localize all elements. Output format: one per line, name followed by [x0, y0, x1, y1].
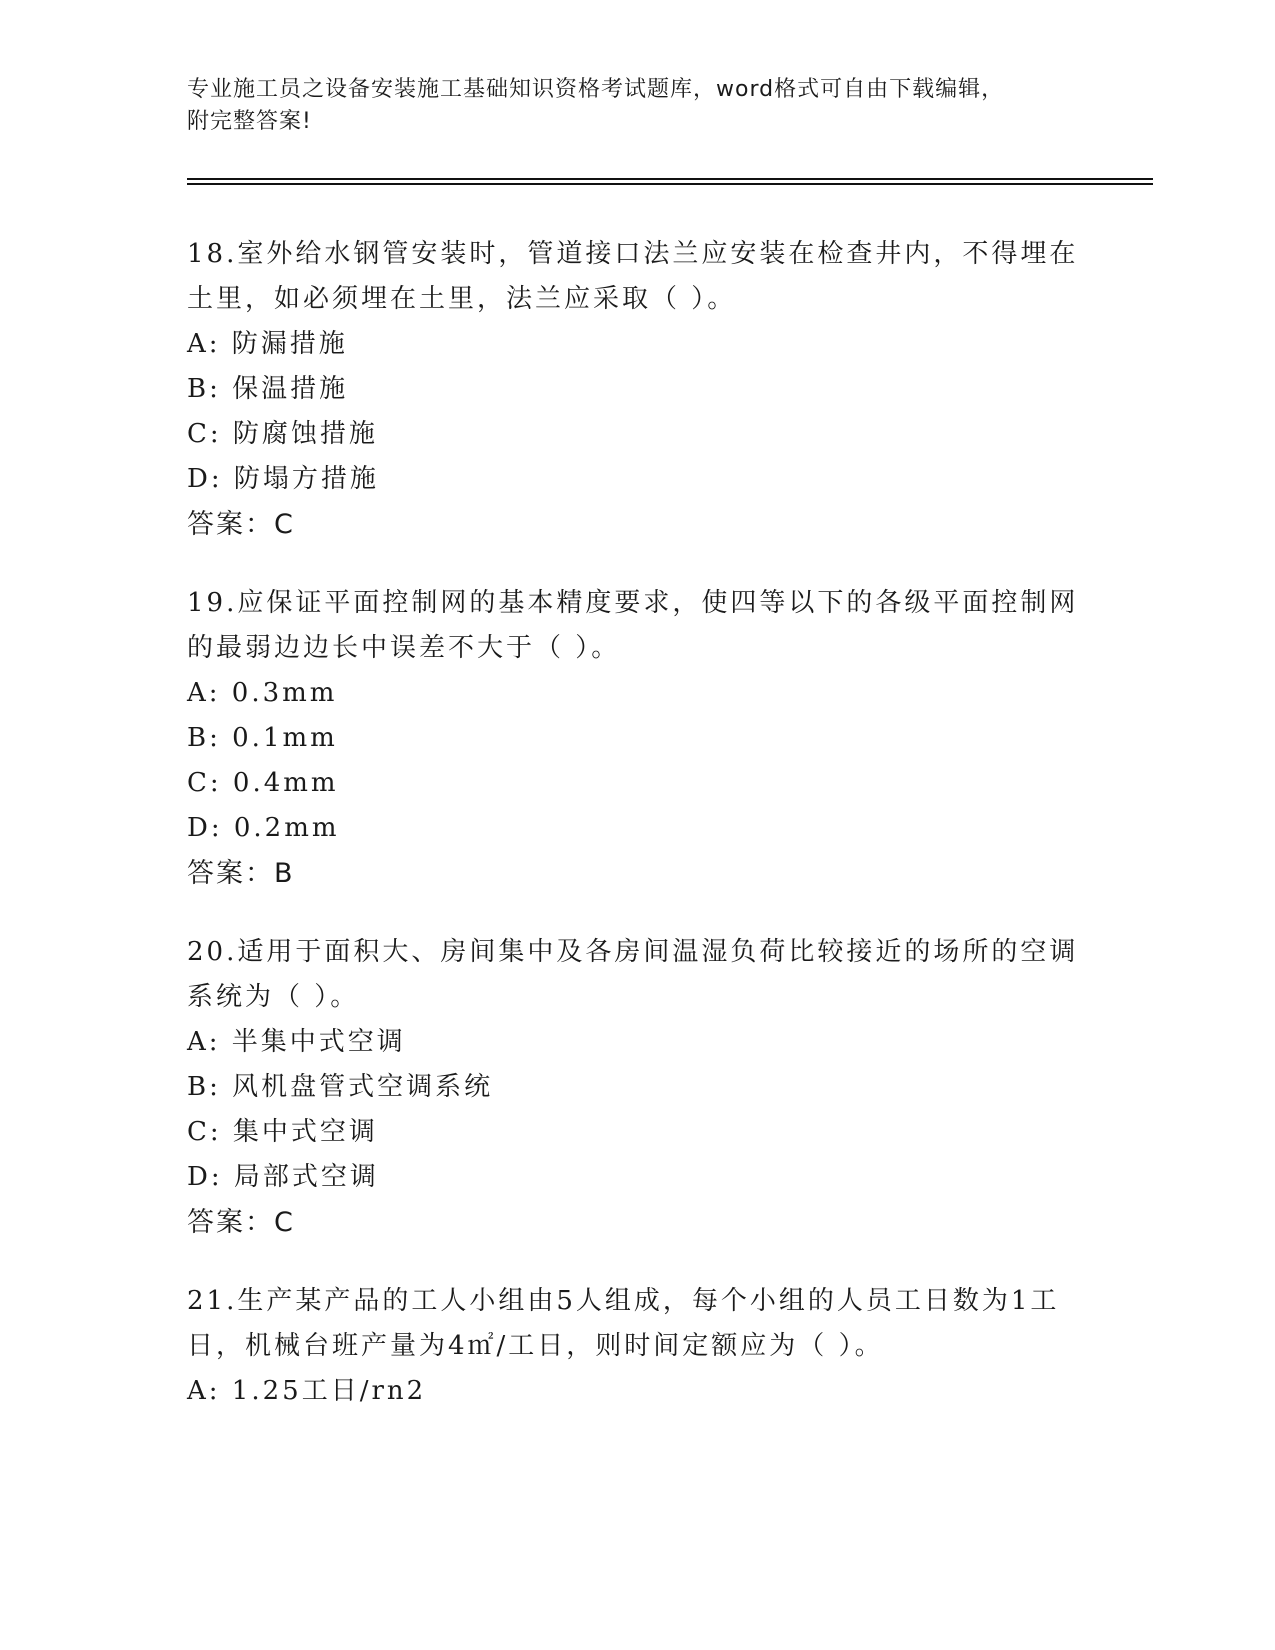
answer-option: B: 0.1mm: [187, 723, 338, 753]
header-intro-line: 附完整答案!: [187, 109, 312, 134]
question-stem: 18.室外给水钢管安装时，管道接口法兰应安装在检查井内，不得埋在土里，如必须埋在土里，法兰应采取（ ）。: [187, 239, 1079, 314]
question-block: [187, 1279, 1087, 1414]
answer-option: D: 0.2mm: [187, 813, 340, 843]
answer-option: A: 0.3mm: [187, 678, 338, 708]
answer-option: D: 防塌方措施: [187, 464, 379, 494]
question-list: [187, 232, 1087, 1448]
question-block: [187, 581, 1087, 896]
document-header: [187, 74, 1067, 138]
header-divider-line: [187, 183, 1153, 185]
answer-option: A: 1.25工日/rn2: [187, 1376, 427, 1406]
answer-option: C: 0.4mm: [187, 768, 339, 798]
answer-option: B: 保温措施: [187, 374, 349, 404]
question-block: [187, 930, 1087, 1245]
answer-option: B: 风机盘管式空调系统: [187, 1072, 494, 1102]
header-divider-line: [187, 178, 1153, 180]
question-stem: 21.生产某产品的工人小组由5人组成，每个小组的人员工日数为1工日，机械台班产量为4㎡/工日，则时间定额应为（ ）。: [187, 1286, 1060, 1361]
answer-option: D: 局部式空调: [187, 1162, 379, 1192]
answer-key: 答案：C: [187, 509, 295, 540]
answer-option: C: 防腐蚀措施: [187, 419, 378, 449]
question-stem: 20.适用于面积大、房间集中及各房间温湿负荷比较接近的场所的空调系统为（ ）。: [187, 937, 1079, 1012]
answer-option: A: 半集中式空调: [187, 1027, 406, 1057]
answer-key: 答案：B: [187, 858, 295, 889]
header-intro-line: 专业施工员之设备安装施工基础知识资格考试题库，word格式可自由下载编辑，: [187, 77, 1005, 102]
answer-option: A: 防漏措施: [187, 329, 348, 359]
answer-option: C: 集中式空调: [187, 1117, 378, 1147]
answer-key: 答案：C: [187, 1207, 295, 1238]
question-stem: 19.应保证平面控制网的基本精度要求，使四等以下的各级平面控制网的最弱边边长中误差不大于（ ）。: [187, 588, 1079, 663]
question-block: [187, 232, 1087, 547]
